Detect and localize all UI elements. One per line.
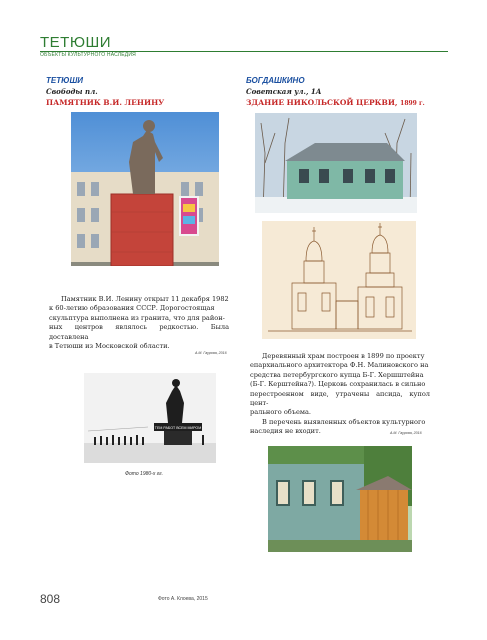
left-photo-credit: А.М. Гаурова, 2016 xyxy=(195,351,227,355)
church-side-photo xyxy=(268,446,412,552)
text-line: (Б-Г. Керштейна?). Церковь сохранилась в сильно xyxy=(250,380,426,389)
page-number: 808 xyxy=(40,592,61,606)
old-photo-caption: Фото 1980-х гг. xyxy=(125,471,164,477)
text-line: В перечень выявленных объектов культурного xyxy=(262,417,426,426)
banner-text: ТЕМ РАБОТ ВСЕМ МИРОМ xyxy=(154,426,202,430)
text-line: средства петербургского купца Б-Г. Хершштейна xyxy=(250,370,424,379)
footer-photo-credit: Фото А. Клоева, 2015 xyxy=(158,596,208,602)
church-building-photo xyxy=(255,113,417,213)
text-line: епархиального архитектора Ф.Н. Малиновского на xyxy=(250,361,429,370)
text-line: к 60-летию образования СССР. Дорогостоящая xyxy=(49,304,215,313)
text-line: наследия не входит. xyxy=(250,427,321,436)
right-photo-credit: А.М. Гаурова, 2016 xyxy=(390,431,422,435)
lenin-monument-photo xyxy=(71,112,219,266)
section-subtitle: ОБЪЕКТЫ КУЛЬТУРНОГО НАСЛЕДИЯ xyxy=(40,52,136,58)
text-line: Деревянный храм построен в 1899 по проекту xyxy=(262,352,425,360)
text-line: скульптура выполнена из гранита, что для район- xyxy=(49,313,225,322)
object-title: ЗДАНИЕ НИКОЛЬСКОЙ ЦЕРКВИ, xyxy=(246,98,398,107)
left-street: Свободы пл. xyxy=(46,87,98,96)
left-town-name: ТЕТЮШИ xyxy=(46,76,84,85)
object-year: 1899 г. xyxy=(400,100,425,107)
right-town-name: БОГДАШКИНО xyxy=(246,76,305,85)
left-description xyxy=(49,295,229,351)
church-architectural-drawing xyxy=(262,221,416,339)
right-object-name xyxy=(246,98,425,107)
old-bw-photo xyxy=(84,373,216,463)
left-object-name: ПАМЯТНИК В.И. ЛЕНИНУ xyxy=(46,98,165,107)
text-line: Памятник В.И. Ленину открыт 11 декабря 1982 xyxy=(61,295,229,303)
right-street: Советская ул., 1А xyxy=(246,87,322,96)
text-line: в Тетюши из Московской области. xyxy=(49,342,170,351)
text-line: перестроенном виде, утрачены апсида, купол цент- xyxy=(250,389,430,408)
right-description xyxy=(250,352,430,437)
section-title: ТЕТЮШИ xyxy=(40,34,112,51)
text-line: ных центров являлось редкостью. Была доставлена xyxy=(49,323,229,341)
text-line: рального объема. xyxy=(250,408,312,417)
